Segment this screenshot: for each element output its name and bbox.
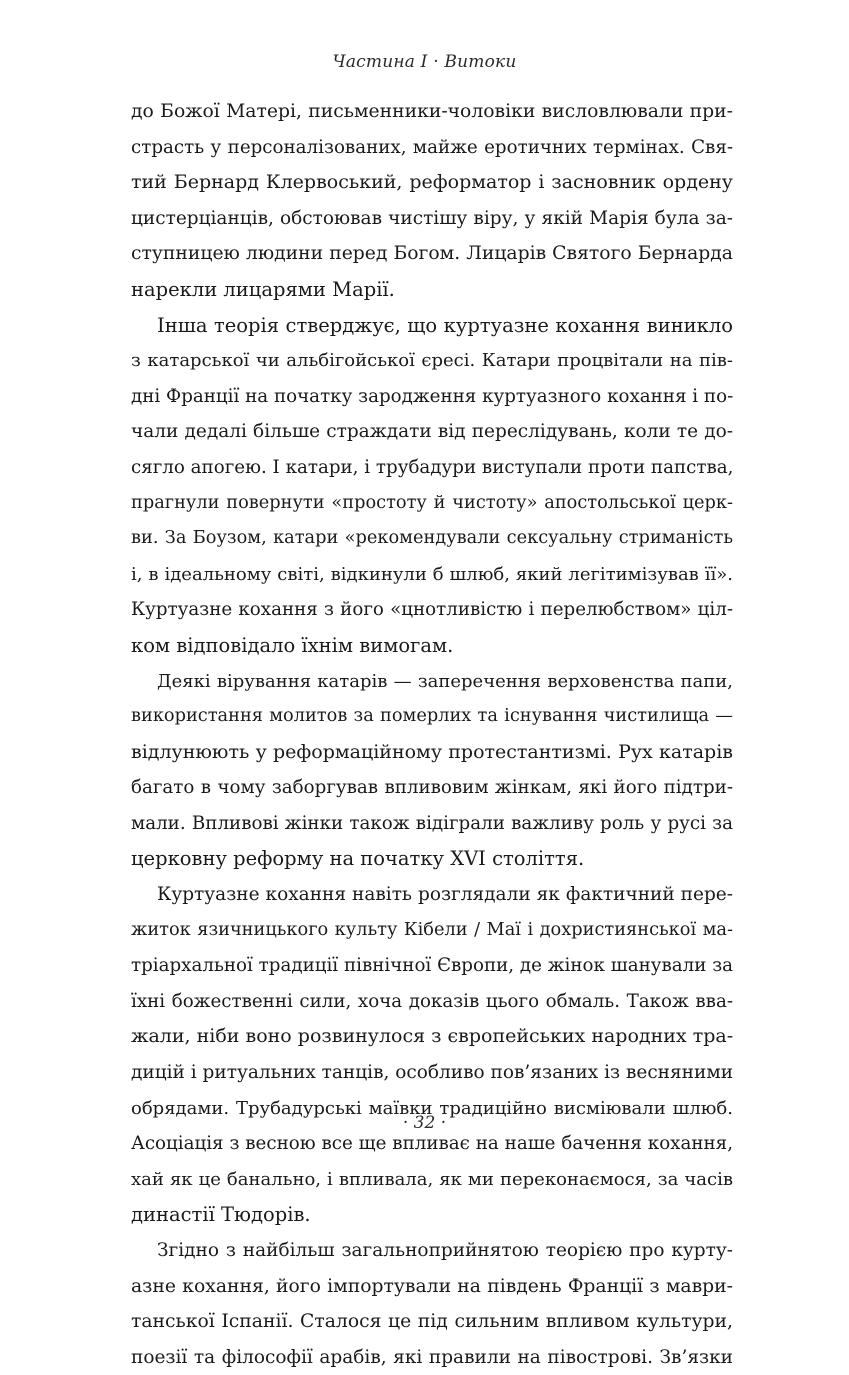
text-line: житок язичницького культу Кібели / Маї і дохристиянської ма- (131, 919, 733, 940)
text-line: династії Тюдорів. (131, 1203, 311, 1227)
text-line: відлунюють у реформаційному протестантизмі. Рух катарів (131, 740, 733, 763)
text-line: до Божої Матері, письменники-чоловіки висловлювали при- (131, 101, 733, 122)
text-line: нарекли лицарями Марії. (131, 277, 395, 301)
text-line: дицій і ритуальних танців, особливо пов’язаних із весняними (131, 1062, 734, 1084)
text-line: жали, ніби воно розвинулося з європейських народних тра- (131, 1025, 734, 1048)
text-line: дні Франції на початку зародження куртуазного кохання і по- (131, 385, 734, 407)
text-line: хай як це банально, і впливала, як ми переконаємося, за часів (131, 1168, 733, 1190)
text-line: сягло апогею. І катари, і трубадури виступали проти папства, (131, 456, 734, 478)
running-head: Частина I · Витоки (332, 52, 517, 72)
text-line: і, в ідеальному світі, відкинули б шлюб, який легітимізував її». (131, 563, 733, 585)
text-line: Куртуазне кохання навіть розглядали як фактичний пере- (157, 884, 733, 906)
text-line: з катарської чи альбігойської єресі. Катари процвітали на пів- (131, 350, 733, 372)
text-line: Згідно з найбільш загальноприйнятою теорією про курту- (157, 1240, 733, 1261)
text-line: їхні божественні сили, хоча доказів цього обмаль. Також вва- (131, 990, 733, 1012)
text-line: церковну реформу на початку XVI століття. (131, 847, 585, 871)
text-line: танської Іспанії. Сталося це під сильним впливом культури, (131, 1311, 733, 1333)
text-line: азне кохання, його імпортували на південь Франції з маври- (131, 1275, 733, 1297)
text-line: ви. За Боузом, катари «рекомендували сексуальну стриманість (131, 528, 733, 549)
text-line: Куртуазне кохання з його «цнотливістю і перелюбством» ціл- (131, 599, 733, 621)
text-line: тріархальної традиції північної Європи, де жінок шанували за (131, 955, 734, 977)
text-line: ступницею людини перед Богом. Лицарів Святого Бернарда (131, 243, 733, 265)
text-line: використання молитов за померлих та існування чистилища — (131, 706, 733, 727)
text-line: Деякі вірування катарів — заперечення верховенства папи, (157, 670, 733, 692)
text-line: Асоціація з весною все ще впливає на наше бачення кохання, (131, 1133, 733, 1155)
body-text (131, 94, 733, 1375)
text-line: цистерціанців, обстоював чистішу віру, у якій Марія була за- (131, 207, 733, 229)
text-line: поезії та філософії арабів, які правили на півострові. Зв’язки (131, 1346, 733, 1368)
text-line: тий Бернард Клервоський, реформатор і засновник ордену (131, 171, 733, 194)
text-line: чали дедалі більше страждати від переслідувань, коли те до- (131, 421, 733, 443)
text-line: Інша теорія стверджує, що куртуазне кохання виникло (157, 313, 733, 337)
text-line: страсть у персоналізованих, майже еротичних термінах. Свя- (131, 136, 733, 158)
text-line: ком відповідало їхнім вимогам. (131, 633, 454, 657)
text-line: мали. Впливові жінки також відіграли важливу роль у русі за (131, 812, 733, 834)
text-line: багато в чому заборгував впливовим жінкам, які його підтри- (131, 777, 733, 799)
text-line: прагнули повернути «простоту й чистоту» апостольської церк- (131, 492, 733, 513)
text-line: обрядами. Трубадурські маївки традиційно висміювали шлюб. (131, 1097, 733, 1119)
page-number: · 32 · (402, 1113, 447, 1133)
